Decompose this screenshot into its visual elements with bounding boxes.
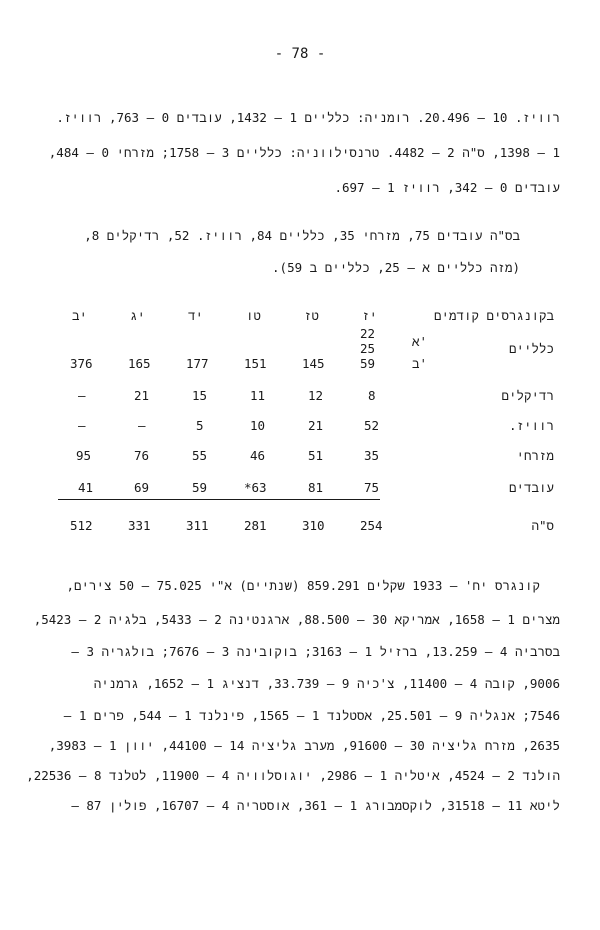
- row-label: מזרחי: [516, 448, 554, 463]
- cell-value: 10: [250, 418, 266, 433]
- text-line: הולנד 2 – 4524, איטליה 1 – 2986, יוגוסלוויה 4 – 11900, לטלנד 8 – 22536,: [26, 768, 560, 783]
- cell-value: 165: [128, 356, 151, 371]
- cell-value: 5: [196, 418, 204, 433]
- cell-value: 95: [76, 448, 92, 463]
- row-label: כלליים: [508, 341, 554, 356]
- page-number: - 78 -: [274, 46, 326, 62]
- cell-value: 331: [128, 518, 151, 533]
- cell-value: 76: [134, 448, 150, 463]
- cell-value: 22: [360, 326, 376, 341]
- text-line: קונגרס יח' – 1933 שקלים 859.291 (שנתיים) א"י 75.025 – 50 צירים,: [66, 578, 540, 593]
- cell-value: 151: [244, 356, 267, 371]
- text-line: 2635, מזרח גליציה 30 – 91600, מערב גליציה 14 – 44100, יוון 1 – 3983,: [48, 738, 560, 753]
- text-line: 9006, קובה 4 – 11400, צ'כיה 9 – 33.739, דנציג 1 – 1652, גרמניה: [93, 676, 560, 691]
- cell-value: 21: [134, 388, 150, 403]
- cell-value: 8: [368, 388, 376, 403]
- cell-value: 311: [186, 518, 209, 533]
- cell-value: 35: [364, 448, 380, 463]
- column-header: יז: [362, 308, 378, 323]
- cell-value: 55: [192, 448, 208, 463]
- row-label: רדיקלים: [501, 388, 554, 403]
- cell-value: 15: [192, 388, 208, 403]
- text-line: (מזה כלליים א – 25, כלליים ב 59).: [272, 260, 520, 275]
- cell-value: 310: [302, 518, 325, 533]
- cell-value: 75: [364, 480, 380, 495]
- cell-value: 81: [308, 480, 324, 495]
- text-line: 1 – 1398, ס"ה 2 – 4482. טרנסילווניה: כלליים 3 – 1758; מזרחי 0 – 484,: [48, 145, 560, 160]
- table-rule: [58, 499, 380, 500]
- text-line: 7546; אנגליה 9 – 25.501, אסטלנד 1 – 1565, פינלנד 1 – 544, פרים 1 –: [63, 708, 560, 723]
- results-table: [40, 300, 560, 540]
- cell-value: 254: [360, 518, 383, 533]
- cell-value: 41: [78, 480, 94, 495]
- cell-value: 25: [360, 341, 376, 356]
- row-label: עובדים: [508, 480, 554, 495]
- cell-value: –: [78, 418, 86, 433]
- column-header: יד: [188, 308, 204, 323]
- text-line: רוויז. 10 – 20.496. רומניה: כלליים 1 – 1432, עובדים 0 – 763, רוויז.: [56, 110, 560, 125]
- cell-value: *63: [244, 480, 267, 495]
- header-label: בקונגרסים קודמים: [433, 308, 554, 323]
- cell-value: 376: [70, 356, 93, 371]
- cell-value: 11: [250, 388, 266, 403]
- column-header: טו: [246, 308, 262, 323]
- cell-value: 145: [302, 356, 325, 371]
- cell-value: 177: [186, 356, 209, 371]
- cell-value: 46: [250, 448, 266, 463]
- text-line: בסרביה 4 – 13.259, ברזיל 1 – 3163; בוקובינה 3 – 7676; בולגריה 3 –: [71, 644, 560, 659]
- cell-value: 52: [364, 418, 380, 433]
- row-label: ס"ה: [531, 518, 554, 533]
- cell-value: 21: [308, 418, 324, 433]
- cell-value: 281: [244, 518, 267, 533]
- cell-value: 512: [70, 518, 93, 533]
- text-line: בס"ה עובדים 75, מזרחי 35, כלליים 84, רוויז. 52, רדיקלים 8,: [84, 228, 520, 243]
- cell-value: 51: [308, 448, 324, 463]
- cell-value: 69: [134, 480, 150, 495]
- cell-value: –: [78, 388, 86, 403]
- text-line: עובדים 0 – 342, רוויז 1 – 697.: [334, 180, 560, 195]
- cell-value: –: [138, 418, 146, 433]
- cell-value: 59: [360, 356, 376, 371]
- cell-value: 59: [192, 480, 208, 495]
- sub-label-a: א': [412, 334, 428, 349]
- row-label: רוויז.: [508, 418, 554, 433]
- text-line: מצרים 1 – 1658, אמריקא 30 – 88.500, ארגנטינה 2 – 5433, בלגיה 2 – 5423,: [33, 612, 560, 627]
- column-header: טז: [304, 308, 320, 323]
- text-line: ליטא 11 – 31518, לוקסמבורג 1 – 361, אוסטריה 4 – 16707, פולין 87 –: [71, 798, 560, 813]
- column-header: יג: [130, 308, 146, 323]
- sub-label-b: ב': [412, 356, 428, 371]
- column-header: יב: [72, 308, 88, 323]
- cell-value: 12: [308, 388, 324, 403]
